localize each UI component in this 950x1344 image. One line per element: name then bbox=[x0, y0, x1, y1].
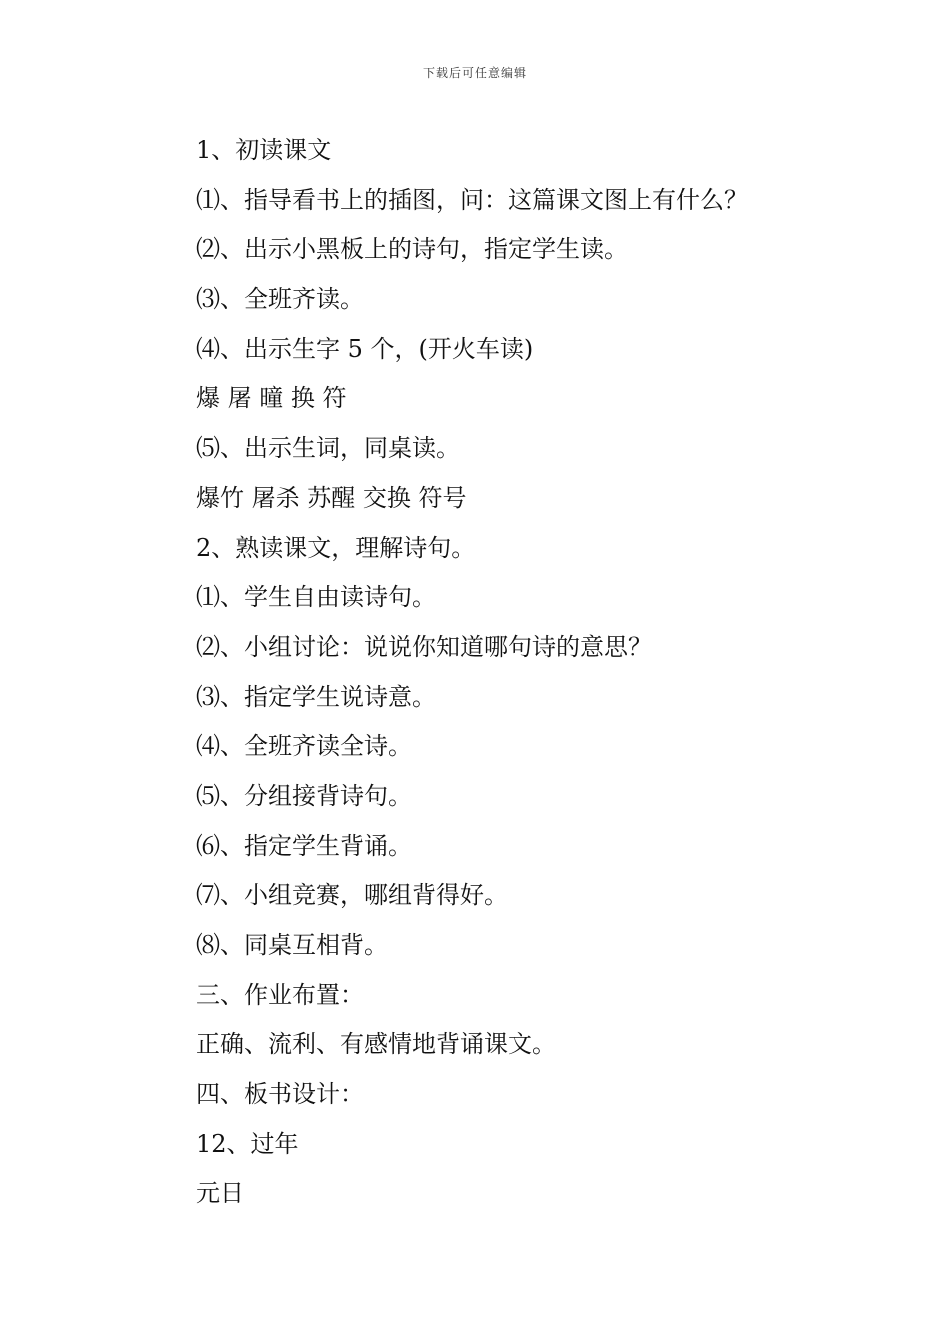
section-heading-homework: 三、作业布置： bbox=[196, 980, 364, 1009]
list-item: ⑵、小组讨论：说说你知道哪句诗的意思？ bbox=[196, 632, 652, 661]
list-item: ⑷、出示生字 5 个，(开火车读) bbox=[196, 334, 534, 363]
list-item: ⑵、出示小黑板上的诗句，指定学生读。 bbox=[196, 235, 628, 264]
homework-text: 正确、流利、有感情地背诵课文。 bbox=[196, 1030, 556, 1059]
list-item: ⑸、出示生词，同桌读。 bbox=[196, 434, 460, 463]
new-characters-list: 爆 屠 曈 换 符 bbox=[196, 384, 347, 413]
list-item: ⑹、指定学生背诵。 bbox=[196, 831, 412, 860]
page-header: 下载后可任意编辑 bbox=[422, 66, 527, 80]
list-item: ⑷、全班齐读全诗。 bbox=[196, 732, 412, 761]
list-item: ⑺、小组竞赛，哪组背得好。 bbox=[196, 881, 508, 910]
blackboard-title: 12、过年 bbox=[196, 1129, 299, 1158]
list-item: ⑴、指导看书上的插图，问：这篇课文图上有什么？ bbox=[196, 185, 748, 214]
list-item: ⑶、指定学生说诗意。 bbox=[196, 682, 436, 711]
new-words-list: 爆竹 屠杀 苏醒 交换 符号 bbox=[196, 483, 467, 512]
list-item: ⑻、同桌互相背。 bbox=[196, 931, 388, 959]
list-item: ⑸、分组接背诗句。 bbox=[196, 781, 412, 810]
blackboard-poem-title: 元日 bbox=[196, 1179, 244, 1208]
list-item: ⑶、全班齐读。 bbox=[196, 285, 364, 314]
section-heading-blackboard: 四、板书设计： bbox=[196, 1080, 364, 1109]
document-body bbox=[196, 130, 896, 1223]
list-item: ⑴、学生自由读诗句。 bbox=[196, 583, 436, 612]
section-heading-initial-reading: 1、初读课文 bbox=[196, 136, 332, 164]
section-heading-intensive-reading: 2、熟读课文，理解诗句。 bbox=[196, 533, 476, 562]
